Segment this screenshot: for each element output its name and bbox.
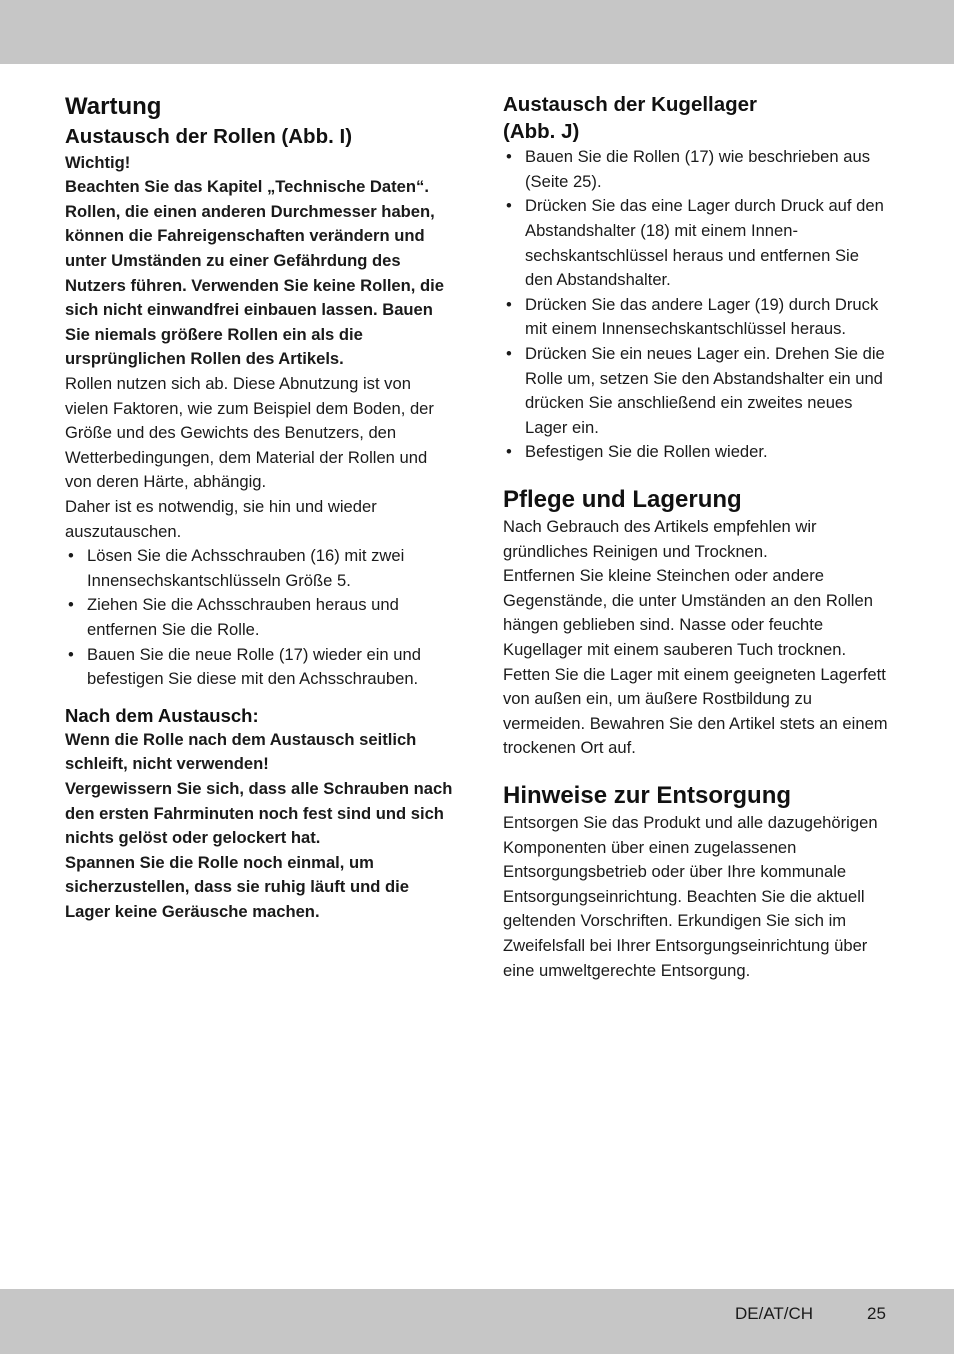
page-number: 25 — [867, 1304, 886, 1323]
list-item: • Drücken Sie ein neues Lager ein. Drehen Sie die Rolle um, setzen Sie den Abstandshalter ein und drücken Sie anschließend ein zweites neues Lager ein. — [503, 342, 891, 440]
important-text: Beachten Sie das Kapitel „Technische Daten“. Rollen, die einen anderen Durchmesser haben, können die Fahreigenschaften verändern und unter Umständen zu einer Gefährdung des Nutzers führen. Verwenden Sie keine Rollen, die sich nicht einwandfrei einbauen lassen. Bauen Sie niemals größere Rollen ein als die ursprünglichen Rollen des Artikels. — [65, 177, 444, 369]
section-title-wartung: Wartung — [65, 93, 162, 120]
list-item: • Drücken Sie das andere Lager (19) durch Druck mit einem Innensechskantschlüssel heraus. — [503, 293, 891, 342]
left-column — [65, 92, 457, 925]
care-text-1: Nach Gebrauch des Artikels empfehlen wir gründliches Reinigen und Trocknen. — [503, 517, 817, 561]
list-item: • Befestigen Sie die Rollen wieder. — [503, 440, 891, 465]
bearing-title-line1: Austausch der Kugellager — [503, 93, 758, 116]
after-text-3: Spannen Sie die Rolle noch einmal, um sicherzustellen, dass sie ruhig läuft und die Lager keine Geräusche machen. — [65, 852, 409, 921]
disposal-text: Entsorgen Sie das Produkt und alle dazugehörigen Komponenten über einen zugelassenen Entsorgungsbetrieb oder über Ihre kommunale Entsorgungseinrichtung. Beachten Sie die aktuell geltenden Vorschriften. Erkundigen Sie sich im Zweifelsfall bei Ihrer Entsorgungseinrichtung über eine umweltgerechte Entsorgung. — [503, 812, 878, 980]
important-label: Wichtig! — [65, 152, 131, 172]
list-item: • Bauen Sie die neue Rolle (17) wieder ein und befestigen Sie diese mit den Achsschrauben. — [65, 643, 457, 692]
bearing-steps-list — [503, 145, 891, 465]
footer-region: DE/AT/CH — [735, 1304, 814, 1323]
after-text-1: Wenn die Rolle nach dem Austausch seitlich schleift, nicht verwenden! — [65, 729, 417, 774]
wear-paragraph: Rollen nutzen sich ab. Diese Abnutzung ist von vielen Faktoren, wie zum Beispiel dem Boden, der Größe und des Gewichts des Benutzers, den Wetterbedingungen, dem Material der Rollen und von deren Härte, abhängig. — [65, 373, 434, 492]
list-item: • Lösen Sie die Achsschrauben (16) mit zwei Innensechskantschlüsseln Größe 5. — [65, 544, 457, 593]
disposal-title: Hinweise zur Entsorgung — [503, 781, 792, 809]
right-column — [503, 92, 891, 983]
care-title: Pflege und Lagerung — [503, 486, 742, 513]
list-item: • Bauen Sie die Rollen (17) wie beschrieben aus (Seite 25). — [503, 145, 891, 194]
list-item: • Drücken Sie das eine Lager durch Druck auf den Abstandshalter (18) mit einem Innensechskantschlüssel heraus und entfernen Sie den Abstandshalter. — [503, 194, 891, 292]
after-replacement-title: Nach dem Austausch: — [65, 704, 259, 726]
bearing-title-line2: (Abb. J) — [503, 119, 580, 143]
care-text-2: Entfernen Sie kleine Steinchen oder andere Gegenstände, die unter Umständen an den Rollen hängen geblieben sind. Nasse oder feuchte Kugellager mit einem sauberen Tuch trocknen. Fetten Sie die Lager mit einem geeigneten Lagerfett von außen ein, um äußere Rostbildung zu vermeiden. Bewahren Sie den Artikel stets an einem trockenen Ort auf. — [503, 566, 888, 758]
roller-steps-list — [65, 544, 457, 692]
subsection-title-rollen: Austausch der Rollen (Abb. I) — [65, 125, 353, 148]
after-text-2: Vergewissern Sie sich, dass alle Schrauben nach den ersten Fahrminuten noch fest sind und sich nichts gelöst oder gelockert hat. — [65, 778, 453, 848]
replace-paragraph: Daher ist es notwendig, sie hin und wieder auszutauschen. — [65, 496, 377, 541]
bearing-title — [503, 92, 891, 145]
header-band — [0, 0, 954, 64]
list-item: • Ziehen Sie die Achsschrauben heraus und entfernen Sie die Rolle. — [65, 593, 457, 642]
